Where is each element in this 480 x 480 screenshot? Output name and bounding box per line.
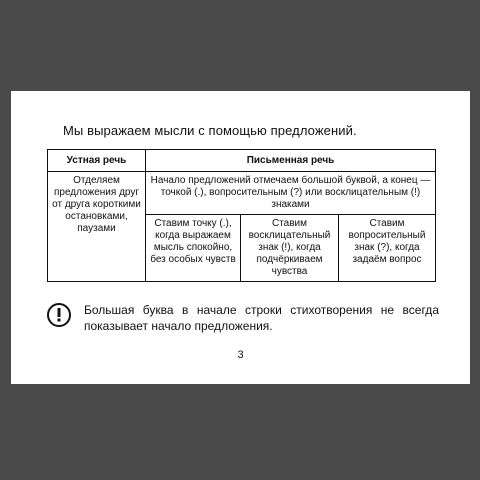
header-oral-speech: Устная речь [48, 150, 146, 172]
book-page [11, 91, 470, 384]
table-header-row [48, 150, 436, 172]
written-speech-description: Начало предложений отмечаем большой буквой, а конец — точкой (.), вопросительным (?) или восклицательным (!) знаками [146, 172, 436, 215]
page-number: 3 [237, 349, 244, 361]
case-period: Ставим точку (.), когда выражаем мысль спокойно, без особых чувств [146, 215, 241, 282]
header-written-speech: Письменная речь [146, 150, 436, 172]
note-text: Большая буква в начале строки стихотворения не всегда показывает начало предложения. [84, 303, 439, 333]
exclamation-icon [47, 303, 71, 327]
case-question: Ставим вопросительный знак (?), когда задаём вопрос [339, 215, 436, 282]
oral-speech-description: Отделяем предложения друг от друга короткими остановками, паузами [48, 172, 146, 282]
case-exclamation: Ставим восклицательный знак (!), когда подчёркиваем чувства [241, 215, 339, 282]
intro-sentence: Мы выражаем мысли с помощью предложений. [63, 123, 357, 138]
table-row [48, 172, 436, 215]
note-block [47, 302, 439, 334]
speech-table [47, 149, 436, 282]
